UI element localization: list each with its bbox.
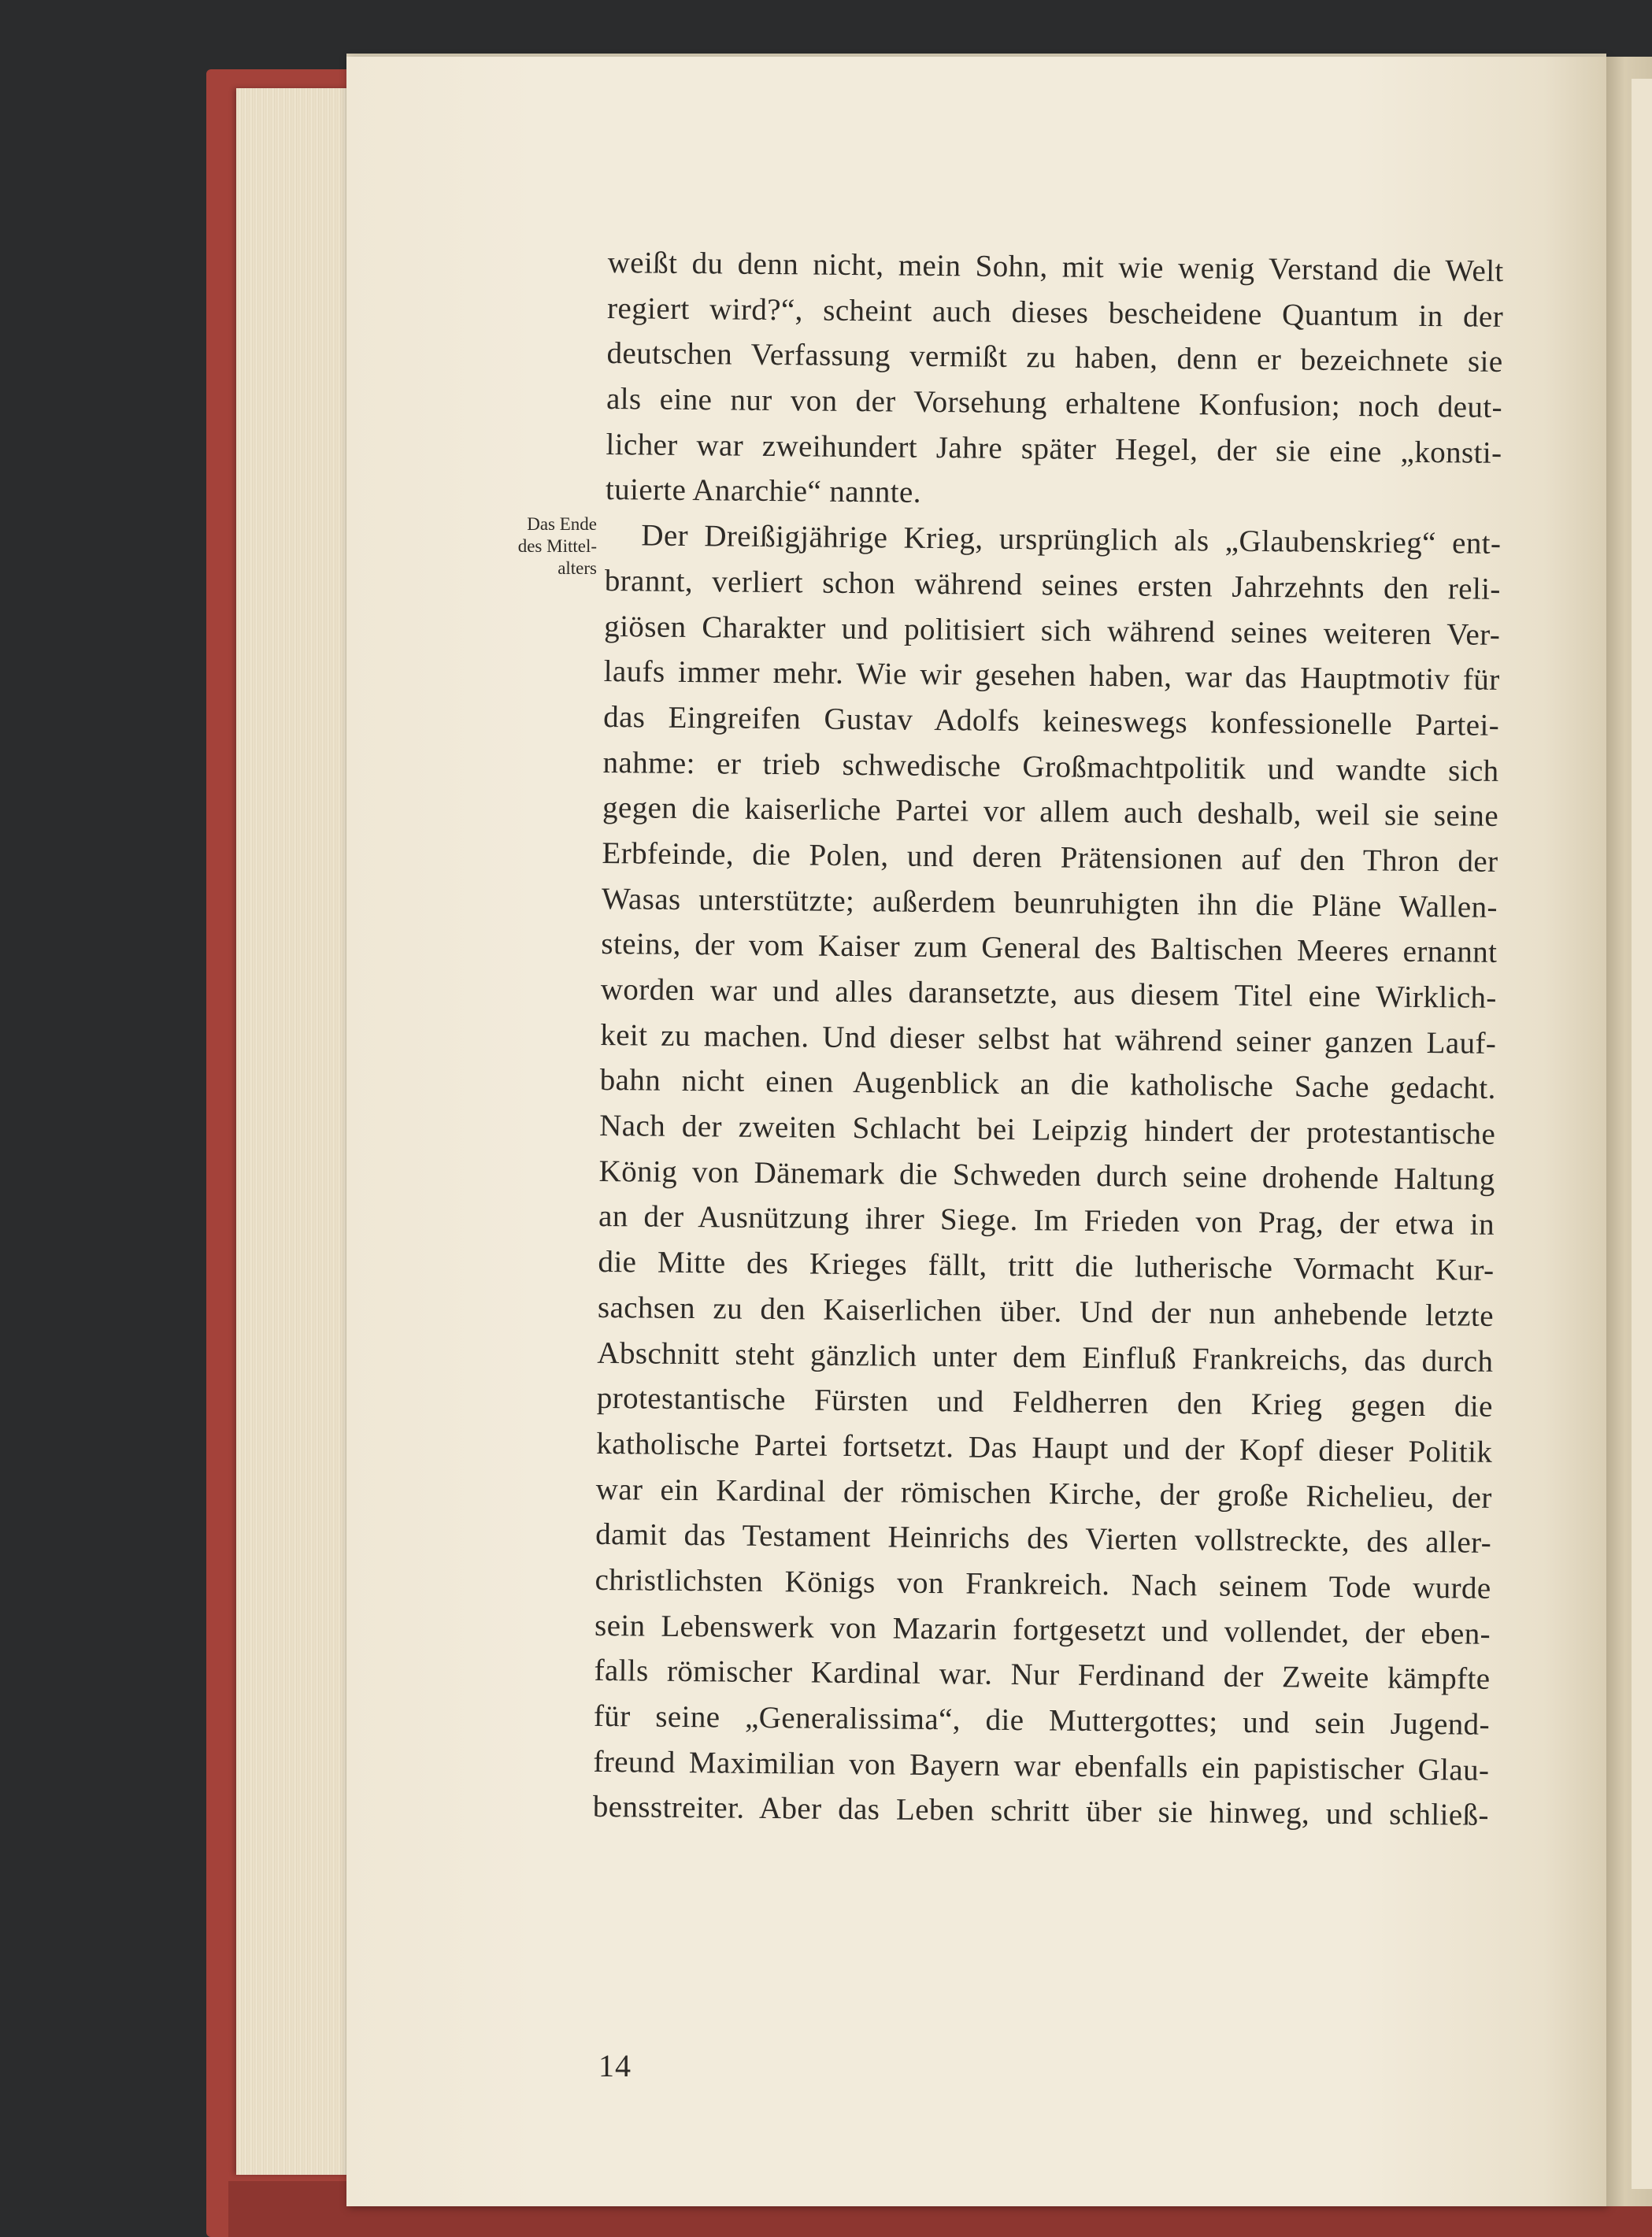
text-line: damit das Testament Heinrichs des Vierten vollstreckte, des aller-: [595, 1517, 1492, 1561]
text-line: brannt, verliert schon während seines ersten Jahrzehnts den reli-: [604, 563, 1502, 606]
text-line: nahme: er trieb schwedische Großmachtpolitik und wandte sich: [602, 745, 1499, 788]
text-line: christlichsten Königs von Frankreich. Nach seinem Tode wurde: [594, 1562, 1491, 1606]
text-line: Nach der zweiten Schlacht bei Leipzig hindert der protestantische: [598, 1109, 1496, 1151]
text-line: katholische Partei fortsetzt. Das Haupt und der Kopf dieser Politik: [596, 1426, 1493, 1469]
text-line: protestantische Fürsten und Feldherren den Krieg gegen die: [596, 1381, 1494, 1424]
text-line: deutschen Verfassung vermißt zu haben, denn er bezeichnete sie: [606, 336, 1503, 380]
margin-note-line: alters: [557, 558, 597, 578]
text-line: Erbfeinde, die Polen, und deren Prätensionen auf den Thron der: [602, 835, 1498, 879]
text-line: steins, der vom Kaiser zum General des Baltischen Meeres ernannt: [601, 927, 1498, 970]
text-line: sein Lebenswerk von Mazarin fortgesetzt und vollendet, der eben-: [594, 1608, 1491, 1651]
text-line: licher war zweihundert Jahre später Hegel, der sie eine „konsti-: [606, 427, 1502, 470]
text-line: sachsen zu den Kaiserlichen über. Und der nun anhebende letzte: [597, 1290, 1495, 1333]
text-line: worden war und alles daransetzte, aus diesem Titel eine Wirklich-: [600, 972, 1498, 1015]
margin-note-line: des Mittel-: [517, 536, 597, 556]
text-line: falls römischer Kardinal war. Nur Ferdinand der Zweite kämpfte: [594, 1654, 1491, 1697]
text-line: gegen die kaiserliche Partei vor allem auch deshalb, weil sie seine: [602, 791, 1499, 834]
margin-note-line: Das Ende: [527, 514, 597, 534]
text-line: keit zu machen. Und dieser selbst hat während seiner ganzen Lauf-: [600, 1017, 1497, 1061]
text-line: Abschnitt steht gänzlich unter dem Einfluß Frankreichs, das durch: [597, 1335, 1494, 1379]
facing-page-edge: [1632, 79, 1652, 2189]
text-line: als eine nur von der Vorsehung erhaltene Konfusion; noch deut-: [606, 382, 1503, 424]
paragraph-start-line: Der Dreißigjährige Krieg, ursprünglich als „Glaubenskrieg“ ent-: [641, 518, 1502, 561]
text-line: König von Dänemark die Schweden durch seine drohende Haltung: [598, 1154, 1495, 1197]
text-line: Wasas unterstützte; außerdem beunruhigten ihn die Pläne Wallen-: [601, 881, 1498, 924]
text-line: das Eingreifen Gustav Adolfs keineswegs konfessionelle Partei-: [602, 699, 1500, 743]
text-line: war ein Kardinal der römischen Kirche, der große Richelieu, der: [595, 1472, 1492, 1515]
page-number: 14: [598, 2048, 632, 2083]
body-text: [593, 240, 1504, 1839]
text-line: tuierte Anarchie“ nannte.: [605, 472, 922, 510]
text-line: giösen Charakter und politisiert sich während seines weiteren Ver-: [604, 609, 1501, 652]
text-line: weißt du denn nicht, mein Sohn, mit wie wenig Verstand die Welt: [607, 245, 1504, 288]
text-line: an der Ausnützung ihrer Siege. Im Frieden von Prag, der etwa in: [598, 1199, 1495, 1243]
text-line: freund Maximilian von Bayern war ebenfalls ein papistischer Glau-: [593, 1744, 1490, 1787]
page-stack: [236, 88, 350, 2175]
text-line: regiert wird?“, scheint auch dieses bescheidene Quantum in der: [606, 291, 1504, 334]
text-line: die Mitte des Krieges fällt, tritt die lutherische Vormacht Kur-: [598, 1245, 1495, 1287]
text-line: laufs immer mehr. Wie wir gesehen haben, war das Hauptmotiv für: [603, 654, 1500, 698]
text-line: für seine „Generalissima“, die Muttergottes; und sein Jugend-: [593, 1698, 1491, 1742]
text-line: bensstreiter. Aber das Leben schritt über sie hinweg, und schließ-: [592, 1790, 1490, 1833]
margin-note: [471, 513, 597, 580]
text-line: bahn nicht einen Augenblick an die katholische Sache gedacht.: [599, 1063, 1496, 1106]
